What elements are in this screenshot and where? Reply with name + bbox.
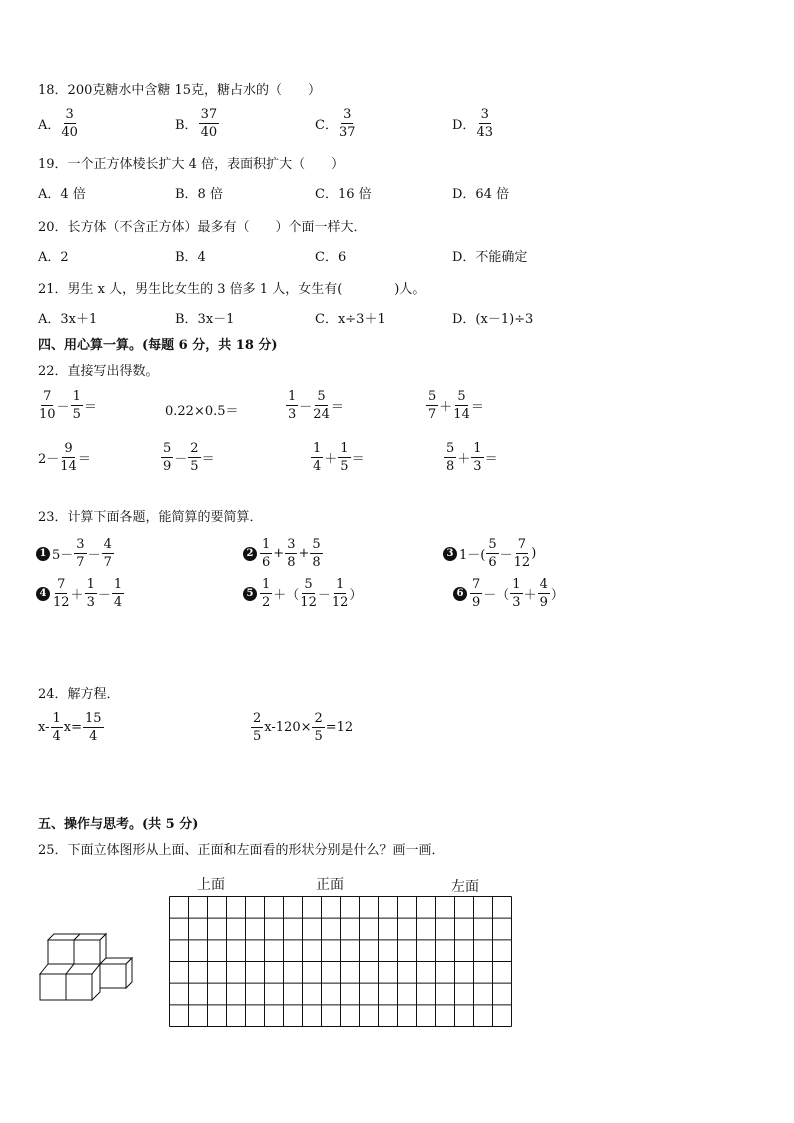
fraction [313, 390, 330, 421]
circled-number: 1 [36, 547, 50, 561]
fraction [188, 442, 200, 473]
denominator: 12 [300, 595, 317, 610]
fraction [300, 578, 317, 609]
q19-option-d: D．64 倍 [452, 187, 510, 202]
numerator: 1 [340, 441, 349, 456]
denominator: 37 [338, 125, 356, 140]
numerator: 1 [473, 441, 482, 456]
q20-option-c: C．6 [315, 250, 347, 265]
fraction [286, 390, 298, 421]
q20-option-b: B．4 [175, 250, 206, 265]
denominator: 5 [314, 729, 323, 744]
fraction [251, 712, 263, 743]
fraction [51, 712, 63, 743]
denominator: 8 [446, 459, 455, 474]
denominator: 8 [287, 555, 296, 570]
numerator: 3 [65, 107, 74, 122]
fraction [471, 442, 483, 473]
denominator: 5 [340, 459, 349, 474]
expr-text: 5－ [52, 548, 74, 563]
fraction [339, 108, 356, 139]
fraction [260, 538, 272, 569]
q23-item [36, 538, 115, 569]
q19-option-c: C．16 倍 [315, 187, 372, 202]
numerator: 1 [512, 577, 521, 592]
numerator: 5 [457, 389, 466, 404]
fraction [310, 538, 322, 569]
fraction [332, 578, 349, 609]
q20-stem: 20．长方体（不含正方体）最多有（ ）个面一样大． [38, 220, 367, 235]
fraction [39, 390, 56, 421]
q22-item [38, 390, 97, 421]
denominator: 24 [313, 407, 330, 422]
fraction [338, 442, 350, 473]
expr-text: + [273, 546, 285, 561]
q22-item [285, 390, 344, 421]
operator: － [299, 400, 313, 415]
q22-item [165, 400, 239, 419]
denominator: 7 [76, 555, 85, 570]
denominator: 3 [288, 407, 297, 422]
denominator: 7 [428, 407, 437, 422]
denominator: 9 [472, 595, 481, 610]
denominator: 2 [262, 595, 271, 610]
expr-text: － [97, 588, 111, 603]
denominator: 12 [331, 595, 349, 610]
denominator: 7 [103, 555, 112, 570]
fraction [112, 578, 124, 609]
numerator: 15 [85, 711, 102, 726]
denominator: 5 [190, 459, 199, 474]
option-label: B． [175, 118, 198, 133]
equals: ＝ [201, 452, 215, 467]
expr-text: ) [531, 546, 537, 561]
fraction [260, 578, 272, 609]
q21-option-b: B．3x－1 [175, 312, 235, 327]
denominator: 12 [513, 555, 531, 570]
numerator: 5 [304, 577, 313, 592]
drawing-grid[interactable] [169, 896, 512, 1027]
equals: ＝ [351, 452, 365, 467]
numerator: 2 [314, 711, 323, 726]
numerator: 9 [64, 441, 73, 456]
q18-option-d [452, 108, 494, 139]
cube-figure [36, 930, 136, 1006]
fraction [486, 538, 498, 569]
fraction [61, 108, 78, 139]
denominator: 3 [86, 595, 95, 610]
denominator: 6 [488, 555, 497, 570]
fraction [312, 712, 324, 743]
denominator: 12 [53, 595, 70, 610]
fraction [53, 578, 70, 609]
numerator: 5 [317, 389, 326, 404]
q18-option-c [315, 108, 357, 139]
denominator: 14 [60, 459, 77, 474]
circled-number: 3 [443, 547, 457, 561]
equals: ＝ [330, 400, 344, 415]
q21-option-c: C．x÷3＋1 [315, 312, 386, 327]
numerator: 4 [539, 577, 548, 592]
fraction [74, 538, 86, 569]
numerator: 1 [72, 389, 81, 404]
option-label: C． [315, 118, 338, 133]
q21-stem: 21．男生 x 人，男生比女生的 3 倍多 1 人，女生有( )人。 [38, 282, 426, 297]
q25-stem: 25．下面立体图形从上面、正面和左面看的形状分别是什么？画一画． [38, 843, 445, 858]
numerator: 1 [52, 711, 61, 726]
section-5-heading: 五、操作与思考。(共 5 分) [38, 817, 199, 832]
fraction [426, 390, 438, 421]
numerator: 5 [312, 537, 321, 552]
denominator: 4 [313, 459, 322, 474]
operator: ＋ [439, 400, 453, 415]
q24-stem: 24．解方程． [38, 687, 120, 702]
expr-text: ） [349, 588, 363, 603]
expr-text: 2－ [38, 452, 60, 467]
expr-text: － [499, 548, 513, 563]
equals: ＝ [470, 400, 484, 415]
q21-option-d: D．(x－1)÷3 [452, 312, 534, 327]
numerator: 5 [446, 441, 455, 456]
expr-text: ＋ [70, 588, 84, 603]
q19-option-b: B．8 倍 [175, 187, 223, 202]
numerator: 1 [86, 577, 95, 592]
fraction [199, 108, 220, 139]
denominator: 9 [163, 459, 172, 474]
denominator: 40 [200, 125, 218, 140]
equals: ＝ [77, 452, 91, 467]
numerator: 1 [262, 537, 271, 552]
fraction [161, 442, 173, 473]
numerator: 5 [428, 389, 437, 404]
q22-item [310, 442, 365, 473]
q20-option-a: A．2 [38, 250, 69, 265]
equals: ＝ [83, 400, 97, 415]
fraction [102, 538, 114, 569]
section-4-heading: 四、用心算一算。(每题 6 分，共 18 分) [38, 338, 278, 353]
operator: － [56, 400, 70, 415]
fraction [476, 108, 493, 139]
expr-text: ＋ [523, 588, 537, 603]
numerator: 7 [517, 537, 527, 552]
q18-stem: 18．200克糖水中含糖 15克，糖占水的（ ） [38, 83, 322, 98]
expr-text: x-120× [264, 720, 312, 735]
numerator: 37 [200, 107, 218, 122]
q23-item [453, 578, 564, 609]
q20-option-d: D．不能确定 [452, 250, 528, 265]
fraction [470, 578, 482, 609]
fraction [444, 442, 456, 473]
q23-stem: 23．计算下面各题，能简算的要简算． [38, 510, 263, 525]
equation-2 [250, 712, 353, 743]
q22-item [425, 390, 484, 421]
expr-text: x= [63, 720, 83, 735]
expr-text: － [317, 588, 331, 603]
denominator: 6 [262, 555, 271, 570]
denominator: 4 [89, 729, 98, 744]
q19-option-a: A．4 倍 [38, 187, 86, 202]
denominator: 3 [473, 459, 482, 474]
expr-text: =12 [325, 720, 354, 735]
q22-stem: 22．直接写出得数。 [38, 364, 159, 379]
fraction [510, 578, 522, 609]
operator: ＋ [324, 452, 338, 467]
expr-text: + [298, 546, 310, 561]
fraction [71, 390, 83, 421]
numerator: 5 [163, 441, 172, 456]
numerator: 3 [480, 107, 489, 122]
denominator: 4 [113, 595, 123, 610]
circled-number: 6 [453, 587, 467, 601]
numerator: 1 [313, 441, 322, 456]
denominator: 43 [476, 125, 493, 140]
numerator: 1 [335, 577, 345, 592]
numerator: 7 [43, 389, 52, 404]
expr-text: x- [38, 720, 50, 735]
denominator: 40 [61, 125, 78, 140]
denominator: 14 [453, 407, 470, 422]
fraction [85, 578, 97, 609]
fraction [538, 578, 550, 609]
expr-text: － [87, 548, 101, 563]
fraction [83, 712, 104, 743]
q22-item [160, 442, 215, 473]
q18-option-b [175, 108, 220, 139]
operator: － [174, 452, 188, 467]
circled-number: 2 [243, 547, 257, 561]
equation-1 [38, 712, 105, 743]
denominator: 3 [512, 595, 521, 610]
fraction [60, 442, 77, 473]
fraction [311, 442, 323, 473]
denominator: 8 [312, 555, 321, 570]
numerator: 1 [262, 577, 271, 592]
grid-label-top-view: 上面 [197, 877, 225, 893]
option-label: A． [38, 118, 61, 133]
expr-text: 1－( [459, 548, 486, 563]
q23-item [243, 578, 362, 609]
numerator: 1 [288, 389, 297, 404]
denominator: 5 [72, 407, 81, 422]
q22-item [443, 442, 498, 473]
fraction [453, 390, 470, 421]
numerator: 3 [76, 537, 85, 552]
q19-stem: 19．一个正方体棱长扩大 4 倍，表面积扩大（ ） [38, 157, 345, 172]
numerator: 2 [253, 711, 262, 726]
circled-number: 5 [243, 587, 257, 601]
denominator: 9 [539, 595, 548, 610]
expr-text: 0.22×0.5＝ [165, 404, 239, 419]
q23-item [36, 578, 125, 609]
numerator: 2 [190, 441, 199, 456]
operator: ＋ [457, 452, 471, 467]
option-label: D． [452, 118, 476, 133]
denominator: 10 [39, 407, 56, 422]
fraction [514, 538, 531, 569]
numerator: 5 [488, 537, 497, 552]
q21-option-a: A．3x＋1 [38, 312, 98, 327]
q23-item [243, 538, 324, 569]
circled-number: 4 [36, 587, 50, 601]
grid-label-front-view: 正面 [316, 877, 344, 893]
numerator: 7 [57, 577, 66, 592]
expr-text: ＋（ [273, 588, 300, 603]
numerator: 1 [113, 577, 123, 592]
expr-text: ） [550, 588, 564, 603]
numerator: 3 [343, 107, 352, 122]
denominator: 5 [253, 729, 262, 744]
fraction [285, 538, 297, 569]
equals: ＝ [484, 452, 498, 467]
denominator: 4 [52, 729, 61, 744]
grid-label-left-view: 左面 [451, 879, 479, 895]
numerator: 3 [287, 537, 296, 552]
q18-option-a [38, 108, 79, 139]
q22-item [38, 442, 91, 473]
q23-item [443, 538, 536, 569]
numerator: 4 [103, 537, 112, 552]
numerator: 7 [472, 577, 481, 592]
expr-text: －（ [483, 588, 510, 603]
